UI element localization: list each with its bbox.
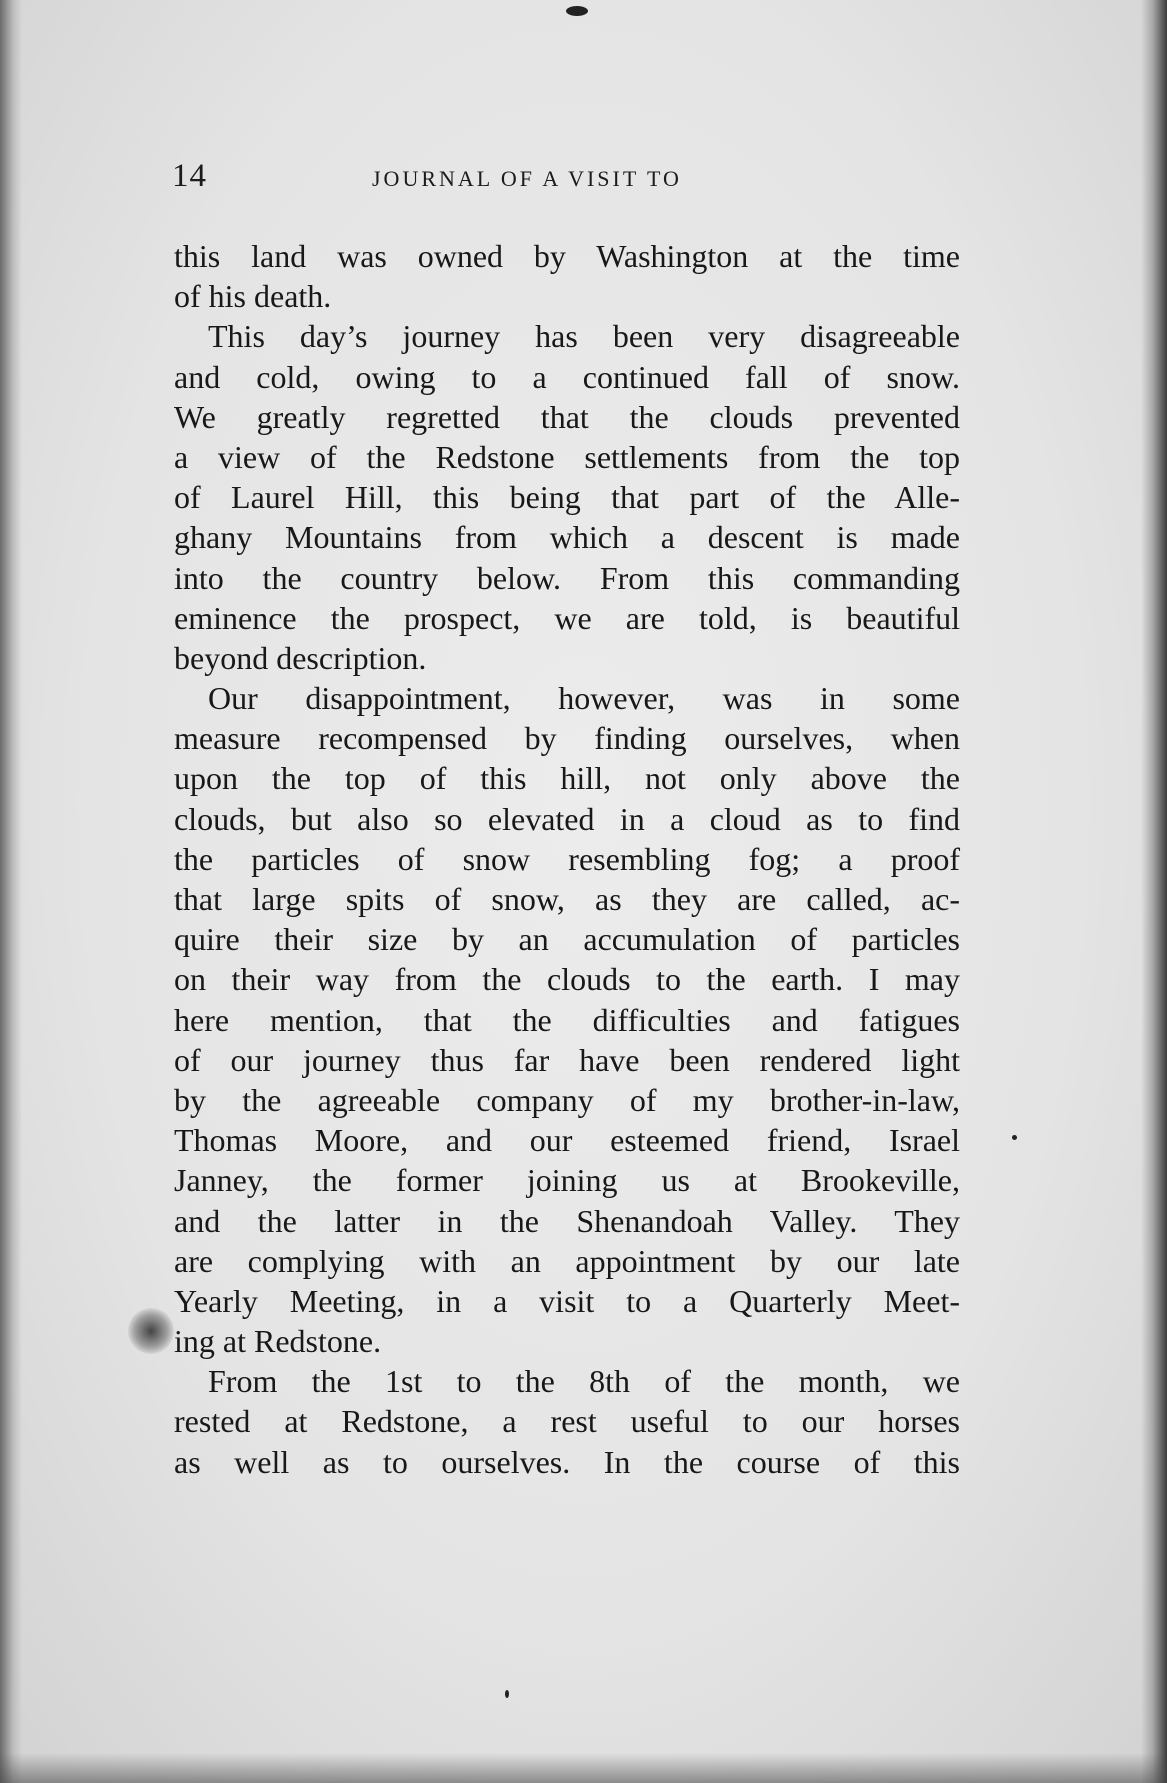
text-line: here mention, that the difficulties and fatigues	[174, 1001, 960, 1038]
text-line: and cold, owing to a continued fall of snow.	[174, 358, 960, 395]
text-line: Yearly Meeting, in a visit to a Quarterly Meet-	[174, 1282, 960, 1319]
text-line: of our journey thus far have been rendered light	[174, 1041, 960, 1078]
text-line: measure recompensed by finding ourselves, when	[174, 720, 960, 757]
text-line: Janney, the former joining us at Brookeville,	[174, 1162, 960, 1199]
text-line: beyond description.	[174, 639, 427, 676]
text-line: that large spits of snow, as they are called, ac-	[174, 881, 960, 917]
text-line: Thomas Moore, and our esteemed friend, Israel	[174, 1122, 960, 1159]
paragraph	[174, 1361, 960, 1482]
text-line: as well as to ourselves. In the course of this	[174, 1443, 960, 1480]
text-line: of Laurel Hill, this being that part of the Alle-	[174, 479, 960, 516]
text-line: of his death.	[174, 278, 332, 315]
text-line: From the 1st to the 8th of the month, we	[208, 1363, 960, 1400]
text-line: ghany Mountains from which a descent is made	[174, 519, 960, 556]
text-line: This day’s journey has been very disagreeable	[208, 318, 960, 355]
ink-blot	[128, 1308, 174, 1354]
text-line: and the latter in the Shenandoah Valley. They	[174, 1202, 960, 1239]
paragraph	[174, 236, 960, 316]
body-text	[174, 236, 960, 1482]
text-line: are complying with an appointment by our late	[174, 1242, 960, 1279]
text-line: the particles of snow resembling fog; a proof	[174, 840, 960, 877]
text-line: eminence the prospect, we are told, is beautiful	[174, 599, 960, 636]
text-line: upon the top of this hill, not only above the	[174, 760, 960, 797]
text-line: on their way from the clouds to the earth. I may	[174, 961, 960, 998]
page-right-edge-shadow	[1141, 0, 1167, 1783]
running-head: JOURNAL OF A VISIT TO	[372, 166, 682, 191]
ink-speck	[1012, 1135, 1017, 1140]
text-line: We greatly regretted that the clouds prevented	[174, 398, 960, 435]
text-line: into the country below. From this commanding	[174, 559, 960, 596]
ink-speck	[566, 6, 588, 16]
page-left-edge-shadow	[0, 0, 22, 1783]
text-line: Our disappointment, however, was in some	[208, 680, 960, 717]
text-line: this land was owned by Washington at the time	[174, 238, 960, 274]
page-number: 14	[172, 158, 207, 194]
ink-speck	[505, 1690, 509, 1698]
text-line: a view of the Redstone settlements from the top	[174, 438, 960, 475]
page-header	[172, 158, 962, 198]
paragraph	[174, 678, 960, 1361]
text-line: rested at Redstone, a rest useful to our horses	[174, 1403, 960, 1440]
text-line: by the agreeable company of my brother-in-law,	[174, 1081, 960, 1118]
text-line: ing at Redstone.	[174, 1323, 382, 1360]
paragraph	[174, 316, 960, 678]
text-line: quire their size by an accumulation of particles	[174, 921, 960, 958]
text-line: clouds, but also so elevated in a cloud as to find	[174, 800, 960, 837]
page-bottom-edge-shadow	[0, 1753, 1167, 1783]
